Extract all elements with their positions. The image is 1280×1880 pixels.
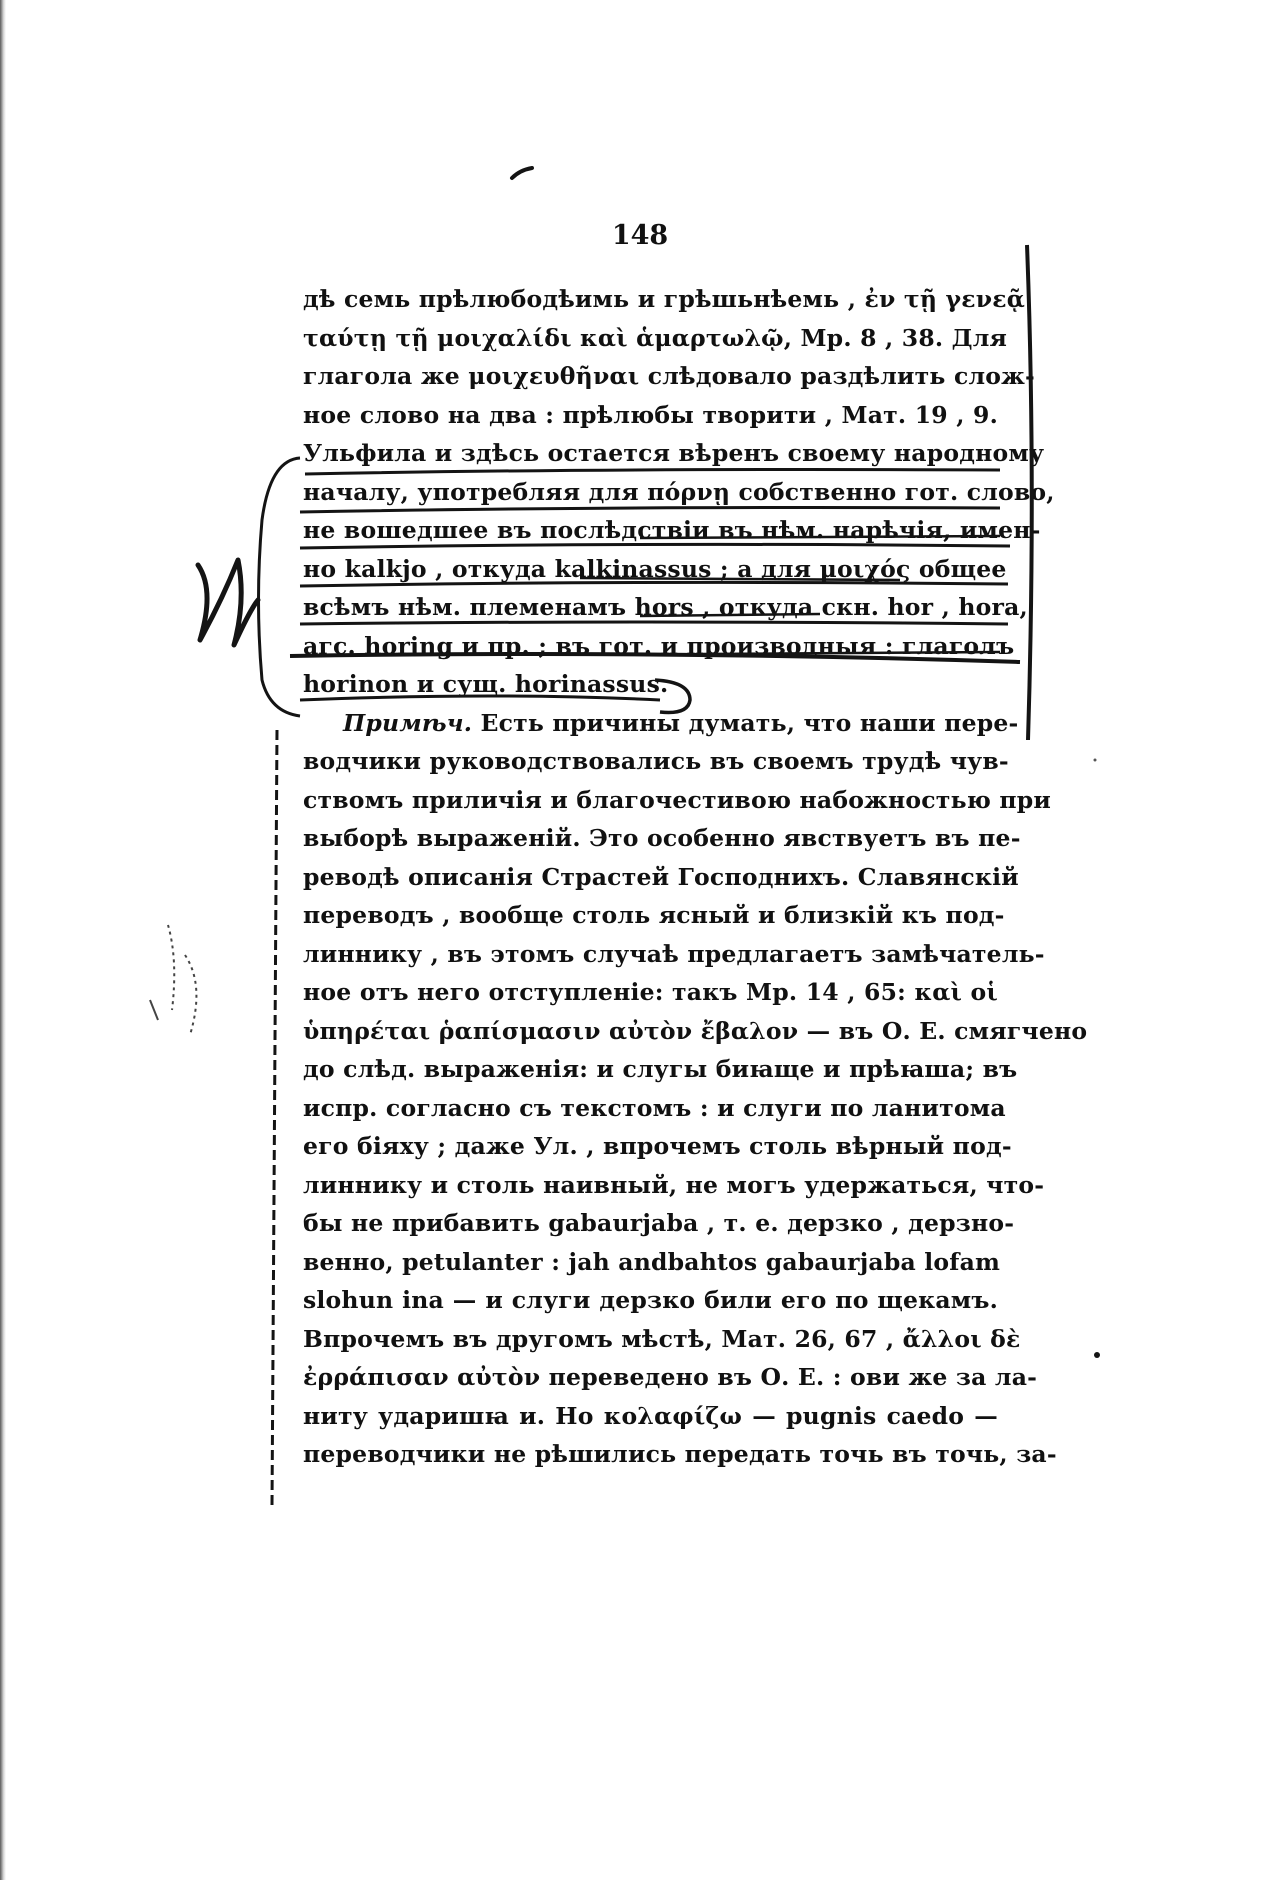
text-line: переводъ , вообще столь ясный и близкій къ под- bbox=[303, 901, 1005, 929]
text-line: до слѣд. выраженія: и слугы биꙗще и прѣꙗша; въ bbox=[303, 1055, 1018, 1083]
text-line: не вошедшее въ послѣдствіи въ нѣм. нарѣчія, имен- bbox=[303, 516, 1041, 544]
text-line: horinon и сущ. horinassus. bbox=[303, 670, 669, 698]
margin-faint-mark bbox=[168, 925, 174, 1010]
text-line: выборѣ выраженій. Это особенно явствуетъ въ пе- bbox=[303, 824, 1021, 852]
text-line: но kalkjo , откуда kalkinassus ; а для μοιχός общее bbox=[303, 554, 1007, 583]
note-first-text: Есть причины думать, что наши пере- bbox=[480, 708, 1019, 737]
text-line: Ульфила и здѣсь остается вѣренъ своему народному bbox=[303, 439, 1045, 467]
bracket-stroke bbox=[259, 458, 301, 716]
margin-faint-mark bbox=[185, 955, 196, 1035]
stray-dot bbox=[1094, 1352, 1100, 1358]
margin-letter-mark bbox=[198, 560, 258, 645]
text-line: глагола же μοιχευθῆναι слѣдовало раздѣлить слож- bbox=[303, 362, 1035, 390]
text-line: водчики руководствовались въ своемъ трудѣ чув- bbox=[303, 747, 1009, 775]
text-line: ἐρράπισαν αὐτὸν переведено въ О. Е. : ови же за ла- bbox=[303, 1363, 1038, 1391]
text-line: slohun ina — и слуги дерзко били его по щекамъ. bbox=[303, 1286, 998, 1314]
text-line: ταύτῃ τῇ μοιχαλίδι καὶ ἁμαρτωλῷ, Мр. 8 , 38. Для bbox=[303, 323, 1008, 352]
text-line: бы не прибавить gabaurjaba , т. е. дерзко , дерзно- bbox=[303, 1209, 1015, 1237]
note-label: Примѣч. bbox=[343, 708, 473, 737]
text-line: ное слово на два : прѣлюбы творити , Мат. 19 , 9. bbox=[303, 400, 998, 429]
ink-blot-mark bbox=[512, 168, 532, 178]
margin-faint-mark bbox=[150, 1000, 158, 1020]
text-line: ниту ударишꙗ и. Но κολαφίζω — pugnis caedo — bbox=[303, 1401, 998, 1430]
text-line: линнику , въ этомъ случаѣ предлагаетъ замѣчатель- bbox=[303, 939, 1045, 968]
text-line: агс. horing и пр. ; въ гот. и производныя : глаголъ bbox=[303, 631, 1015, 660]
left-margin-line bbox=[272, 730, 277, 1505]
text-line: всѣмъ нѣм. племенамъ hors , откуда скн. hor , hora, bbox=[303, 593, 1028, 621]
text-line: ствомъ приличія и благочестивою набожностью при bbox=[303, 785, 1052, 814]
text-line: реводѣ описанія Страстей Господнихъ. Славянскій bbox=[303, 862, 1019, 891]
text-line: ное отъ него отступленіе: такъ Мр. 14 , 65: καὶ οἱ bbox=[303, 978, 998, 1006]
text-line: переводчики не рѣшились передать точь въ точь, за- bbox=[303, 1440, 1057, 1468]
stray-dot bbox=[1094, 759, 1097, 762]
text-line: дѣ семь прѣлюбодѣимь и грѣшьнѣемь , ἐν τῇ γενεᾷ bbox=[303, 285, 1025, 313]
text-line: линнику и столь наивный, не могъ удержаться, что- bbox=[303, 1170, 1045, 1199]
text-line: началу, употребляя для πόρνῃ собственно гот. слово, bbox=[303, 477, 1055, 506]
text-line: венно, petulanter : jah andbahtos gabaurjaba lofam bbox=[303, 1247, 1001, 1276]
text-line: ὑπηρέται ῥαπίσμασιν αὐτὸν ἔβαλον — въ О. Е. смягчено bbox=[303, 1016, 1088, 1045]
text-line: испр. согласно съ текстомъ : и слуги по ланитома bbox=[303, 1093, 1006, 1122]
text-line: его біяху ; даже Ул. , впрочемъ столь вѣрный под- bbox=[303, 1132, 1012, 1160]
text-line: Впрочемъ въ другомъ мѣстѣ, Мат. 26, 67 , ἄλλοι δὲ bbox=[303, 1324, 1021, 1353]
page-binding-edge bbox=[0, 0, 6, 1880]
body-text bbox=[303, 280, 1088, 1474]
page-number: 148 bbox=[611, 220, 669, 251]
note-first-line bbox=[303, 704, 1019, 743]
